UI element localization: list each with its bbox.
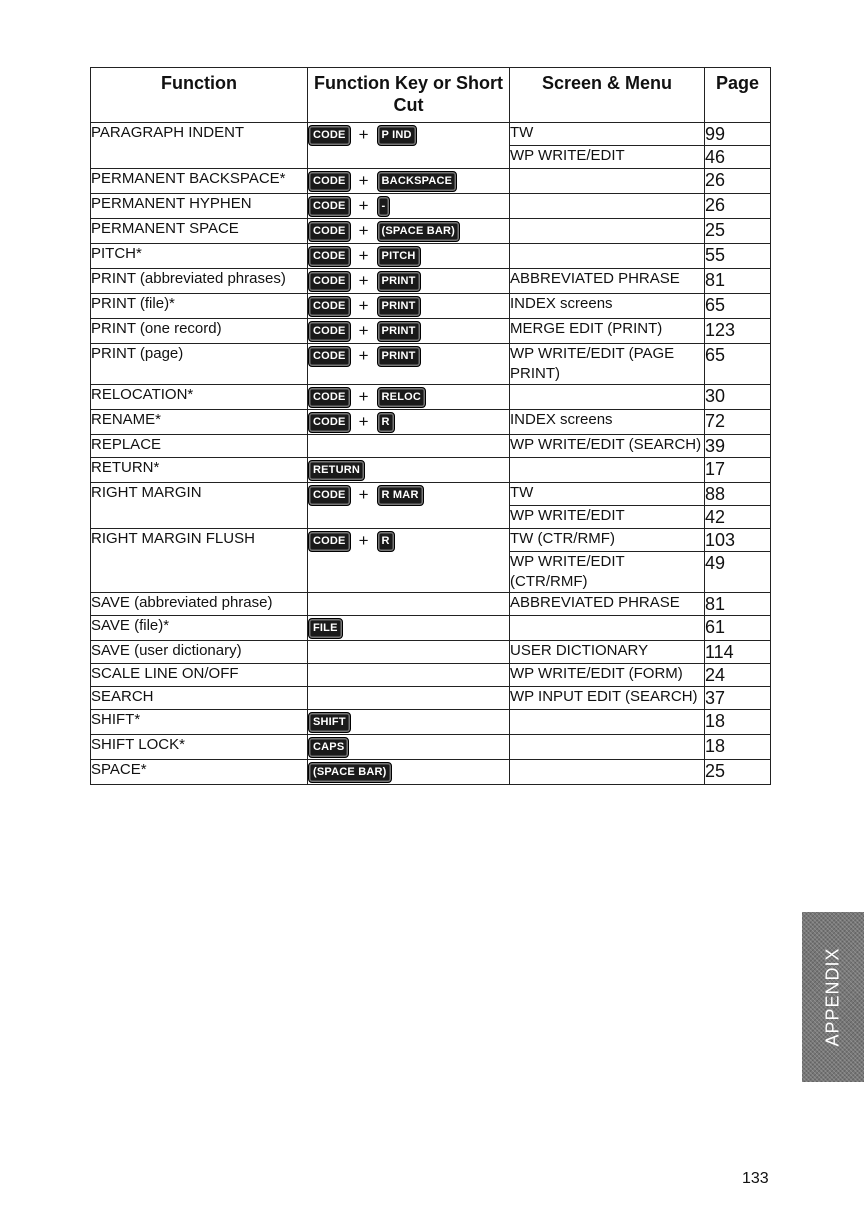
table-row bbox=[91, 664, 771, 687]
function-cell: PITCH* bbox=[91, 244, 308, 269]
table-row bbox=[91, 710, 771, 735]
screen-menu-cell bbox=[510, 169, 705, 194]
key-combination bbox=[308, 294, 509, 318]
page-cell: 81 bbox=[705, 269, 771, 294]
plus-sign: + bbox=[358, 221, 369, 240]
function-cell: PERMANENT BACKSPACE* bbox=[91, 169, 308, 194]
function-cell: PRINT (page) bbox=[91, 344, 308, 385]
plus-sign: + bbox=[358, 296, 369, 315]
keycap-icon: CODE bbox=[308, 271, 351, 292]
page-cell: 39 bbox=[705, 435, 771, 458]
table-row bbox=[91, 244, 771, 269]
page-cell: 99 bbox=[705, 123, 771, 146]
table-row bbox=[91, 593, 771, 616]
table-row bbox=[91, 410, 771, 435]
table-row bbox=[91, 123, 771, 146]
table-row bbox=[91, 194, 771, 219]
function-cell: PRINT (abbreviated phrases) bbox=[91, 269, 308, 294]
key-combination bbox=[308, 616, 509, 640]
page-cell: 37 bbox=[705, 687, 771, 710]
key-combination bbox=[308, 123, 509, 147]
screen-menu-cell: INDEX screens bbox=[510, 294, 705, 319]
table-row bbox=[91, 529, 771, 552]
function-key-cell bbox=[308, 735, 510, 760]
function-key-cell bbox=[308, 710, 510, 735]
function-key-cell bbox=[308, 593, 510, 616]
page-cell: 55 bbox=[705, 244, 771, 269]
screen-menu-cell: ABBREVIATED PHRASE bbox=[510, 269, 705, 294]
page-cell: 123 bbox=[705, 319, 771, 344]
key-combination bbox=[308, 169, 509, 193]
screen-menu-cell bbox=[510, 616, 705, 641]
page-cell: 26 bbox=[705, 194, 771, 219]
keycap-icon: CODE bbox=[308, 387, 351, 408]
function-cell: RETURN* bbox=[91, 458, 308, 483]
appendix-tab bbox=[802, 912, 864, 1082]
screen-menu-cell: WP WRITE/EDIT (CTR/RMF) bbox=[510, 552, 705, 593]
keycap-icon: PRINT bbox=[377, 321, 421, 342]
page-cell: 114 bbox=[705, 641, 771, 664]
key-combination bbox=[308, 385, 509, 409]
function-cell: SEARCH bbox=[91, 687, 308, 710]
screen-menu-cell bbox=[510, 458, 705, 483]
function-cell: SHIFT LOCK* bbox=[91, 735, 308, 760]
screen-menu-cell: WP WRITE/EDIT bbox=[510, 146, 705, 169]
table-row bbox=[91, 219, 771, 244]
keycap-icon: (SPACE BAR) bbox=[377, 221, 461, 242]
key-combination bbox=[308, 244, 509, 268]
keycap-icon: PRINT bbox=[377, 346, 421, 367]
table-row bbox=[91, 483, 771, 506]
screen-menu-cell: ABBREVIATED PHRASE bbox=[510, 593, 705, 616]
appendix-tab-label: APPENDIX bbox=[822, 947, 843, 1047]
function-key-cell bbox=[308, 435, 510, 458]
keycap-icon: - bbox=[377, 196, 391, 217]
function-table bbox=[90, 67, 771, 785]
table-row bbox=[91, 760, 771, 785]
function-cell: SPACE* bbox=[91, 760, 308, 785]
page-cell: 103 bbox=[705, 529, 771, 552]
table-row bbox=[91, 319, 771, 344]
header-function: Function bbox=[91, 68, 308, 123]
key-combination bbox=[308, 269, 509, 293]
function-key-cell bbox=[308, 294, 510, 319]
screen-menu-cell bbox=[510, 219, 705, 244]
function-key-cell bbox=[308, 344, 510, 385]
function-cell: REPLACE bbox=[91, 435, 308, 458]
keycap-icon: R MAR bbox=[377, 485, 424, 506]
keycap-icon: BACKSPACE bbox=[377, 171, 458, 192]
page-cell: 17 bbox=[705, 458, 771, 483]
function-key-cell bbox=[308, 483, 510, 529]
screen-menu-cell bbox=[510, 710, 705, 735]
screen-menu-cell bbox=[510, 735, 705, 760]
function-key-cell bbox=[308, 269, 510, 294]
key-combination bbox=[308, 529, 509, 553]
key-combination bbox=[308, 735, 509, 759]
page-cell: 72 bbox=[705, 410, 771, 435]
function-cell: PERMANENT SPACE bbox=[91, 219, 308, 244]
keycap-icon: CODE bbox=[308, 321, 351, 342]
function-key-cell bbox=[308, 616, 510, 641]
page-cell: 18 bbox=[705, 735, 771, 760]
screen-menu-cell bbox=[510, 760, 705, 785]
page-cell: 88 bbox=[705, 483, 771, 506]
screen-menu-cell: WP WRITE/EDIT bbox=[510, 506, 705, 529]
table-row bbox=[91, 435, 771, 458]
keycap-icon: R bbox=[377, 531, 395, 552]
page-cell: 18 bbox=[705, 710, 771, 735]
table-row bbox=[91, 458, 771, 483]
keycap-icon: FILE bbox=[308, 618, 343, 639]
table-row bbox=[91, 169, 771, 194]
function-key-cell bbox=[308, 194, 510, 219]
function-cell: RIGHT MARGIN bbox=[91, 483, 308, 529]
table-row bbox=[91, 269, 771, 294]
page-cell: 49 bbox=[705, 552, 771, 593]
screen-menu-cell: TW bbox=[510, 483, 705, 506]
table-body bbox=[91, 123, 771, 785]
keycap-icon: PITCH bbox=[377, 246, 421, 267]
function-cell: SAVE (abbreviated phrase) bbox=[91, 593, 308, 616]
keycap-icon: CODE bbox=[308, 171, 351, 192]
keycap-icon: R bbox=[377, 412, 395, 433]
function-key-cell bbox=[308, 760, 510, 785]
function-key-cell bbox=[308, 244, 510, 269]
screen-menu-cell: WP WRITE/EDIT (SEARCH) bbox=[510, 435, 705, 458]
page-cell: 81 bbox=[705, 593, 771, 616]
plus-sign: + bbox=[358, 387, 369, 406]
key-combination bbox=[308, 760, 509, 784]
screen-menu-cell bbox=[510, 244, 705, 269]
page-cell: 65 bbox=[705, 344, 771, 385]
screen-menu-cell: WP WRITE/EDIT (PAGE PRINT) bbox=[510, 344, 705, 385]
function-cell: RIGHT MARGIN FLUSH bbox=[91, 529, 308, 593]
page-cell: 65 bbox=[705, 294, 771, 319]
function-key-cell bbox=[308, 169, 510, 194]
function-cell: PRINT (one record) bbox=[91, 319, 308, 344]
plus-sign: + bbox=[358, 196, 369, 215]
page-cell: 25 bbox=[705, 219, 771, 244]
keycap-icon: CODE bbox=[308, 221, 351, 242]
keycap-icon: CAPS bbox=[308, 737, 349, 758]
plus-sign: + bbox=[358, 246, 369, 265]
plus-sign: + bbox=[358, 321, 369, 340]
keycap-icon: CODE bbox=[308, 296, 351, 317]
function-cell: SCALE LINE ON/OFF bbox=[91, 664, 308, 687]
header-page: Page bbox=[705, 68, 771, 123]
table-row bbox=[91, 687, 771, 710]
page-cell: 26 bbox=[705, 169, 771, 194]
page-cell: 24 bbox=[705, 664, 771, 687]
keycap-icon: SHIFT bbox=[308, 712, 351, 733]
key-combination bbox=[308, 458, 509, 482]
screen-menu-cell: TW bbox=[510, 123, 705, 146]
screen-menu-cell: TW (CTR/RMF) bbox=[510, 529, 705, 552]
screen-menu-cell: MERGE EDIT (PRINT) bbox=[510, 319, 705, 344]
function-cell: RELOCATION* bbox=[91, 385, 308, 410]
function-key-cell bbox=[308, 319, 510, 344]
keycap-icon: CODE bbox=[308, 125, 351, 146]
screen-menu-cell: WP INPUT EDIT (SEARCH) bbox=[510, 687, 705, 710]
plus-sign: + bbox=[358, 271, 369, 290]
keycap-icon: PRINT bbox=[377, 271, 421, 292]
function-cell: PERMANENT HYPHEN bbox=[91, 194, 308, 219]
function-cell: SHIFT* bbox=[91, 710, 308, 735]
function-key-cell bbox=[308, 410, 510, 435]
keycap-icon: CODE bbox=[308, 485, 351, 506]
page-cell: 42 bbox=[705, 506, 771, 529]
page-cell: 30 bbox=[705, 385, 771, 410]
keycap-icon: CODE bbox=[308, 346, 351, 367]
function-key-cell bbox=[308, 687, 510, 710]
function-cell: SAVE (user dictionary) bbox=[91, 641, 308, 664]
page-cell: 46 bbox=[705, 146, 771, 169]
table-row bbox=[91, 641, 771, 664]
screen-menu-cell: USER DICTIONARY bbox=[510, 641, 705, 664]
key-combination bbox=[308, 194, 509, 218]
function-cell: PARAGRAPH INDENT bbox=[91, 123, 308, 169]
screen-menu-cell bbox=[510, 194, 705, 219]
table-row bbox=[91, 294, 771, 319]
page-cell: 61 bbox=[705, 616, 771, 641]
keycap-icon: CODE bbox=[308, 531, 351, 552]
function-key-cell bbox=[308, 641, 510, 664]
function-key-cell bbox=[308, 385, 510, 410]
key-combination bbox=[308, 483, 509, 507]
function-cell: SAVE (file)* bbox=[91, 616, 308, 641]
screen-menu-cell: INDEX screens bbox=[510, 410, 705, 435]
plus-sign: + bbox=[358, 412, 369, 431]
page-cell: 25 bbox=[705, 760, 771, 785]
table-row bbox=[91, 735, 771, 760]
screen-menu-cell: WP WRITE/EDIT (FORM) bbox=[510, 664, 705, 687]
key-combination bbox=[308, 319, 509, 343]
key-combination bbox=[308, 410, 509, 434]
screen-menu-cell bbox=[510, 385, 705, 410]
plus-sign: + bbox=[358, 171, 369, 190]
header-screen-menu: Screen & Menu bbox=[510, 68, 705, 123]
keycap-icon: CODE bbox=[308, 246, 351, 267]
plus-sign: + bbox=[358, 531, 369, 550]
header-function-key: Function Key or Short Cut bbox=[308, 68, 510, 123]
table-row bbox=[91, 344, 771, 385]
key-combination bbox=[308, 219, 509, 243]
keycap-icon: RELOC bbox=[377, 387, 427, 408]
keycap-icon: RETURN bbox=[308, 460, 365, 481]
table-row bbox=[91, 385, 771, 410]
key-combination bbox=[308, 710, 509, 734]
function-cell: PRINT (file)* bbox=[91, 294, 308, 319]
header-row bbox=[91, 68, 771, 123]
keycap-icon: CODE bbox=[308, 412, 351, 433]
function-key-cell bbox=[308, 123, 510, 169]
keycap-icon: P IND bbox=[377, 125, 417, 146]
page-number: 133 bbox=[742, 1170, 769, 1187]
function-cell: RENAME* bbox=[91, 410, 308, 435]
keycap-icon: PRINT bbox=[377, 296, 421, 317]
function-key-cell bbox=[308, 664, 510, 687]
plus-sign: + bbox=[358, 346, 369, 365]
plus-sign: + bbox=[358, 125, 369, 144]
key-combination bbox=[308, 344, 509, 368]
function-key-cell bbox=[308, 529, 510, 593]
function-key-cell bbox=[308, 458, 510, 483]
keycap-icon: CODE bbox=[308, 196, 351, 217]
plus-sign: + bbox=[358, 485, 369, 504]
keycap-icon: (SPACE BAR) bbox=[308, 762, 392, 783]
table-row bbox=[91, 616, 771, 641]
function-key-cell bbox=[308, 219, 510, 244]
